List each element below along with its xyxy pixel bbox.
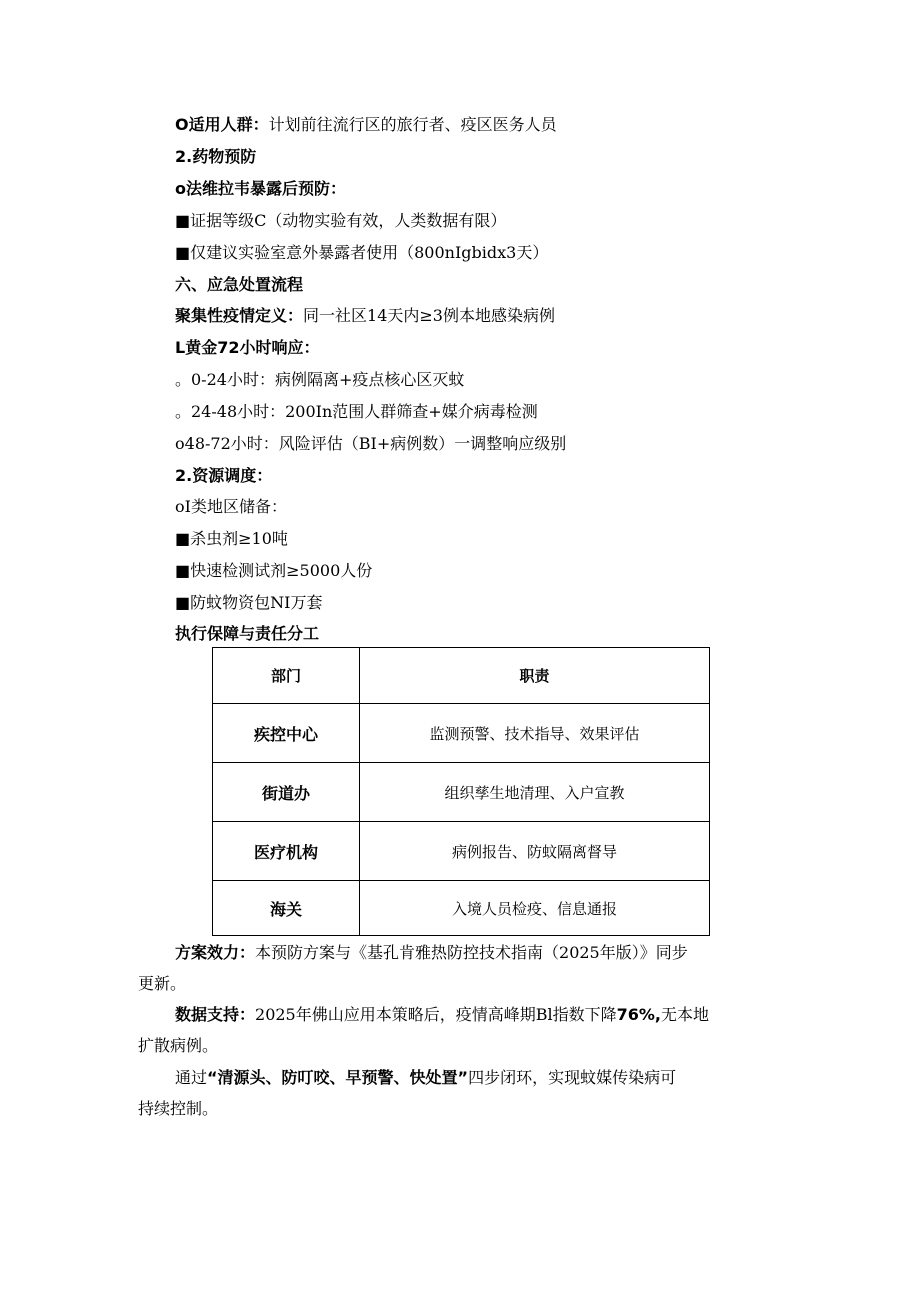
line-label: 六、应急处置流程 xyxy=(175,275,304,294)
paragraph-emphasis: “清源头、防叮咬、早预警、快处置” xyxy=(207,1068,469,1087)
paragraph-text: 更新。 xyxy=(138,974,187,993)
paragraph-text: 扩散病例。 xyxy=(138,1036,219,1055)
table-cell-duty: 监测预警、技术指导、效果评估 xyxy=(360,704,710,763)
table-row xyxy=(213,881,710,936)
paragraph-conclusion-line1 xyxy=(175,1068,676,1088)
line-text: 。0-24小时：病例隔离+疫点核心区灭蚊 xyxy=(175,370,465,389)
line-24-48h xyxy=(175,402,538,422)
responsibility-table xyxy=(212,647,710,936)
table-row xyxy=(213,822,710,881)
table-header-duty: 职责 xyxy=(360,648,710,704)
line-text: oI类地区储备： xyxy=(175,497,287,516)
line-text: ■快速检测试剂≥5000人份 xyxy=(175,561,373,580)
paragraph-text: 本预防方案与《基孔肯雅热防控技术指南（2025年版）》同步 xyxy=(255,943,688,962)
paragraph-label: 数据支持： xyxy=(175,1005,256,1024)
line-lab-exposure xyxy=(175,243,548,263)
line-0-24h xyxy=(175,370,464,390)
paragraph-data-support-line1 xyxy=(175,1005,709,1025)
table-cell-department: 疾控中心 xyxy=(213,704,360,763)
line-text: 。24-48小时：200In范围人群筛查+媒介病毒检测 xyxy=(175,402,538,421)
table-header-department: 部门 xyxy=(213,648,360,704)
table-cell-duty: 入境人员检疫、信息通报 xyxy=(360,881,710,936)
line-label: 聚集性疫情定义： xyxy=(175,306,304,325)
table-cell-department: 街道办 xyxy=(213,763,360,822)
paragraph-text: 持续控制。 xyxy=(138,1099,219,1118)
line-test-kits xyxy=(175,561,372,581)
paragraph-text: 通过 xyxy=(175,1068,208,1087)
line-text: ■仅建议实验室意外暴露者使用（800nIgbidx3天） xyxy=(175,243,549,262)
line-text: ■杀虫剂≥10吨 xyxy=(175,529,288,548)
line-label: 执行保障与责任分工 xyxy=(175,624,320,643)
line-label: o法维拉韦暴露后预防： xyxy=(175,179,346,198)
line-text: ■证据等级C（动物实验有效，人类数据有限） xyxy=(175,211,507,230)
paragraph-text: 2025年佛山应用本策略后，疫情高峰期Bl指数下降 xyxy=(255,1005,617,1024)
paragraph-conclusion-line2 xyxy=(138,1099,218,1119)
paragraph-plan-validity-line1 xyxy=(175,943,688,963)
paragraph-text: 无本地 xyxy=(661,1005,710,1024)
section-heading-emergency xyxy=(175,275,303,295)
line-mosquito-kits xyxy=(175,593,322,613)
table-cell-department: 医疗机构 xyxy=(213,822,360,881)
paragraph-text: 四步闭环，实现蚊媒传染病可 xyxy=(468,1068,677,1087)
line-label: L黄金72小时响应： xyxy=(175,338,320,357)
table-row xyxy=(213,763,710,822)
line-drug-prevention xyxy=(175,147,256,167)
line-golden-72h xyxy=(175,338,319,358)
paragraph-data-support-line2 xyxy=(138,1036,218,1056)
table-header-row xyxy=(213,648,710,704)
section-heading-responsibility xyxy=(175,624,319,644)
table-cell-department: 海关 xyxy=(213,881,360,936)
table-cell-duty: 病例报告、防蚊隔离督导 xyxy=(360,822,710,881)
line-favipiravir xyxy=(175,179,346,199)
line-label: O适用人群： xyxy=(175,115,269,134)
line-text: o48-72小时：风险评估（BI+病例数）一调整响应级别 xyxy=(175,434,567,453)
line-text: ■防蚊物资包NI万套 xyxy=(175,593,323,612)
line-target-population xyxy=(175,115,557,135)
line-label: 2.药物预防 xyxy=(175,147,257,166)
line-cluster-definition xyxy=(175,306,555,326)
line-48-72h xyxy=(175,434,566,454)
paragraph-emphasis: 76%, xyxy=(616,1005,661,1024)
paragraph-plan-validity-line2 xyxy=(138,974,186,994)
line-class-i-reserve xyxy=(175,497,287,517)
line-insecticide xyxy=(175,529,288,549)
paragraph-label: 方案效力： xyxy=(175,943,256,962)
line-text: 计划前往流行区的旅行者、疫区医务人员 xyxy=(268,115,557,134)
line-resource-dispatch xyxy=(175,466,272,486)
table-row xyxy=(213,704,710,763)
line-evidence-level xyxy=(175,211,506,231)
table-cell-duty: 组织孳生地清理、入户宣教 xyxy=(360,763,710,822)
line-text: 同一社区14天内≥3例本地感染病例 xyxy=(303,306,555,325)
line-label: 2.资源调度： xyxy=(175,466,273,485)
